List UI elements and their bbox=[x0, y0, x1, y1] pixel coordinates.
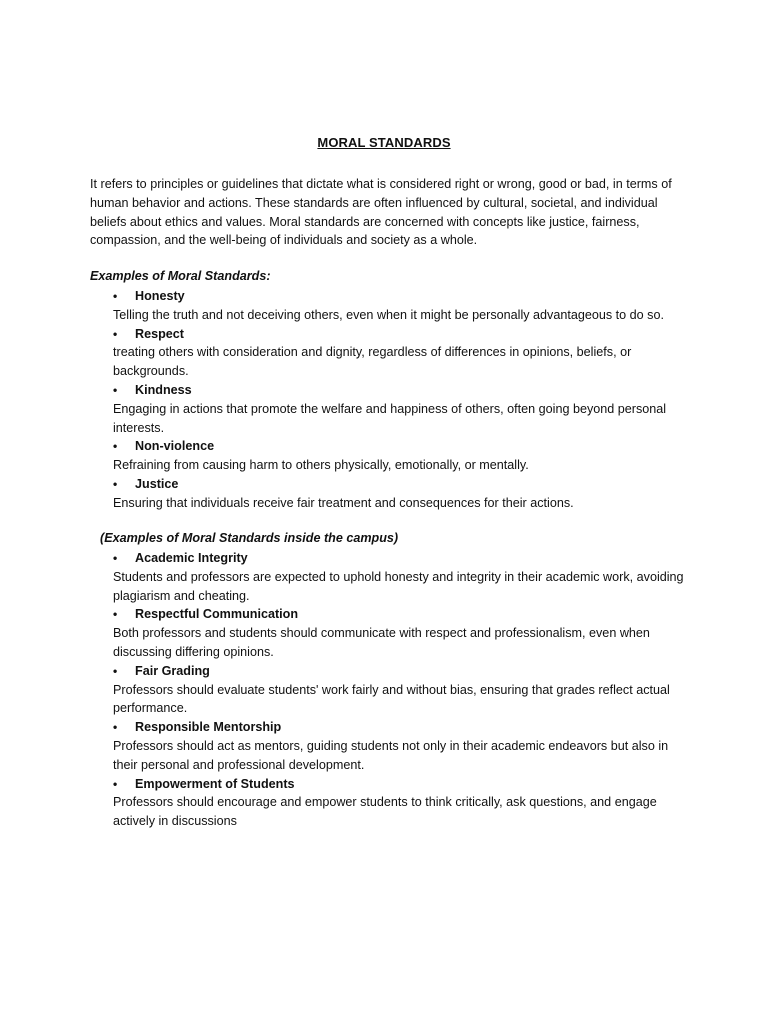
item-description: treating others with consideration and dignity, regardless of differences in opinions, beliefs, or backgrounds. bbox=[113, 345, 632, 379]
item-title: Responsible Mentorship bbox=[135, 720, 282, 735]
list-item bbox=[113, 775, 693, 831]
bullet-icon: • bbox=[113, 776, 118, 791]
section-heading-campus: (Examples of Moral Standards inside the campus) bbox=[100, 531, 399, 545]
bullet-icon: • bbox=[113, 476, 118, 491]
list-item bbox=[113, 287, 693, 325]
item-title: Respect bbox=[135, 326, 184, 341]
item-title: Fair Grading bbox=[135, 663, 210, 678]
item-description: Students and professors are expected to uphold honesty and integrity in their academic work, avoiding plagiarism and cheating. bbox=[113, 569, 684, 603]
item-description: Professors should act as mentors, guiding students not only in their academic endeavors but also in their personal and professional development. bbox=[113, 738, 669, 772]
campus-standards-list bbox=[113, 549, 693, 831]
item-description: Professors should encourage and empower students to think critically, ask questions, and engage actively in discussions bbox=[113, 795, 657, 829]
moral-standards-list bbox=[113, 287, 693, 513]
bullet-icon: • bbox=[113, 663, 118, 678]
item-description: Ensuring that individuals receive fair treatment and consequences for their actions. bbox=[113, 495, 574, 510]
item-title: Honesty bbox=[135, 289, 185, 303]
bullet-icon: • bbox=[113, 382, 118, 397]
intro-paragraph: It refers to principles or guidelines that dictate what is considered right or wrong, good or bad, in terms of human behavior and actions. These standards are often influenced by cultural, societal, and individual beliefs about ethics and values. Moral standards are concerned with concepts like justice, fairness, compassion, and the well-being of individuals and society as a whole. bbox=[90, 177, 672, 248]
list-item bbox=[113, 549, 693, 605]
item-description: Professors should evaluate students' work fairly and without bias, ensuring that grades reflect actual performance. bbox=[113, 682, 670, 716]
bullet-icon: • bbox=[113, 326, 118, 341]
list-item bbox=[113, 437, 693, 475]
list-item bbox=[113, 605, 693, 661]
list-item bbox=[113, 662, 693, 718]
item-description: Refraining from causing harm to others physically, emotionally, or mentally. bbox=[113, 458, 529, 473]
item-description: Engaging in actions that promote the welfare and happiness of others, often going beyond personal interests. bbox=[113, 401, 667, 435]
item-title: Empowerment of Students bbox=[135, 776, 295, 791]
bullet-icon: • bbox=[113, 607, 118, 622]
item-title: Respectful Communication bbox=[135, 607, 299, 622]
item-title: Kindness bbox=[135, 382, 192, 397]
item-description: Both professors and students should communicate with respect and professionalism, even when discussing differing opinions. bbox=[113, 626, 650, 659]
bullet-icon: • bbox=[113, 439, 118, 454]
bullet-icon: • bbox=[113, 551, 118, 565]
section-heading-moral-standards: Examples of Moral Standards: bbox=[90, 269, 271, 283]
bullet-icon: • bbox=[113, 289, 118, 303]
list-item bbox=[113, 718, 693, 774]
item-title: Justice bbox=[135, 476, 179, 491]
list-item bbox=[113, 381, 693, 437]
list-item bbox=[113, 325, 693, 381]
list-item bbox=[113, 475, 693, 513]
item-title: Academic Integrity bbox=[135, 551, 248, 565]
item-description: Telling the truth and not deceiving others, even when it might be personally advantageous to do so. bbox=[113, 307, 664, 322]
item-title: Non-violence bbox=[135, 439, 215, 454]
bullet-icon: • bbox=[113, 720, 118, 735]
document-title: MORAL STANDARDS bbox=[317, 135, 451, 150]
